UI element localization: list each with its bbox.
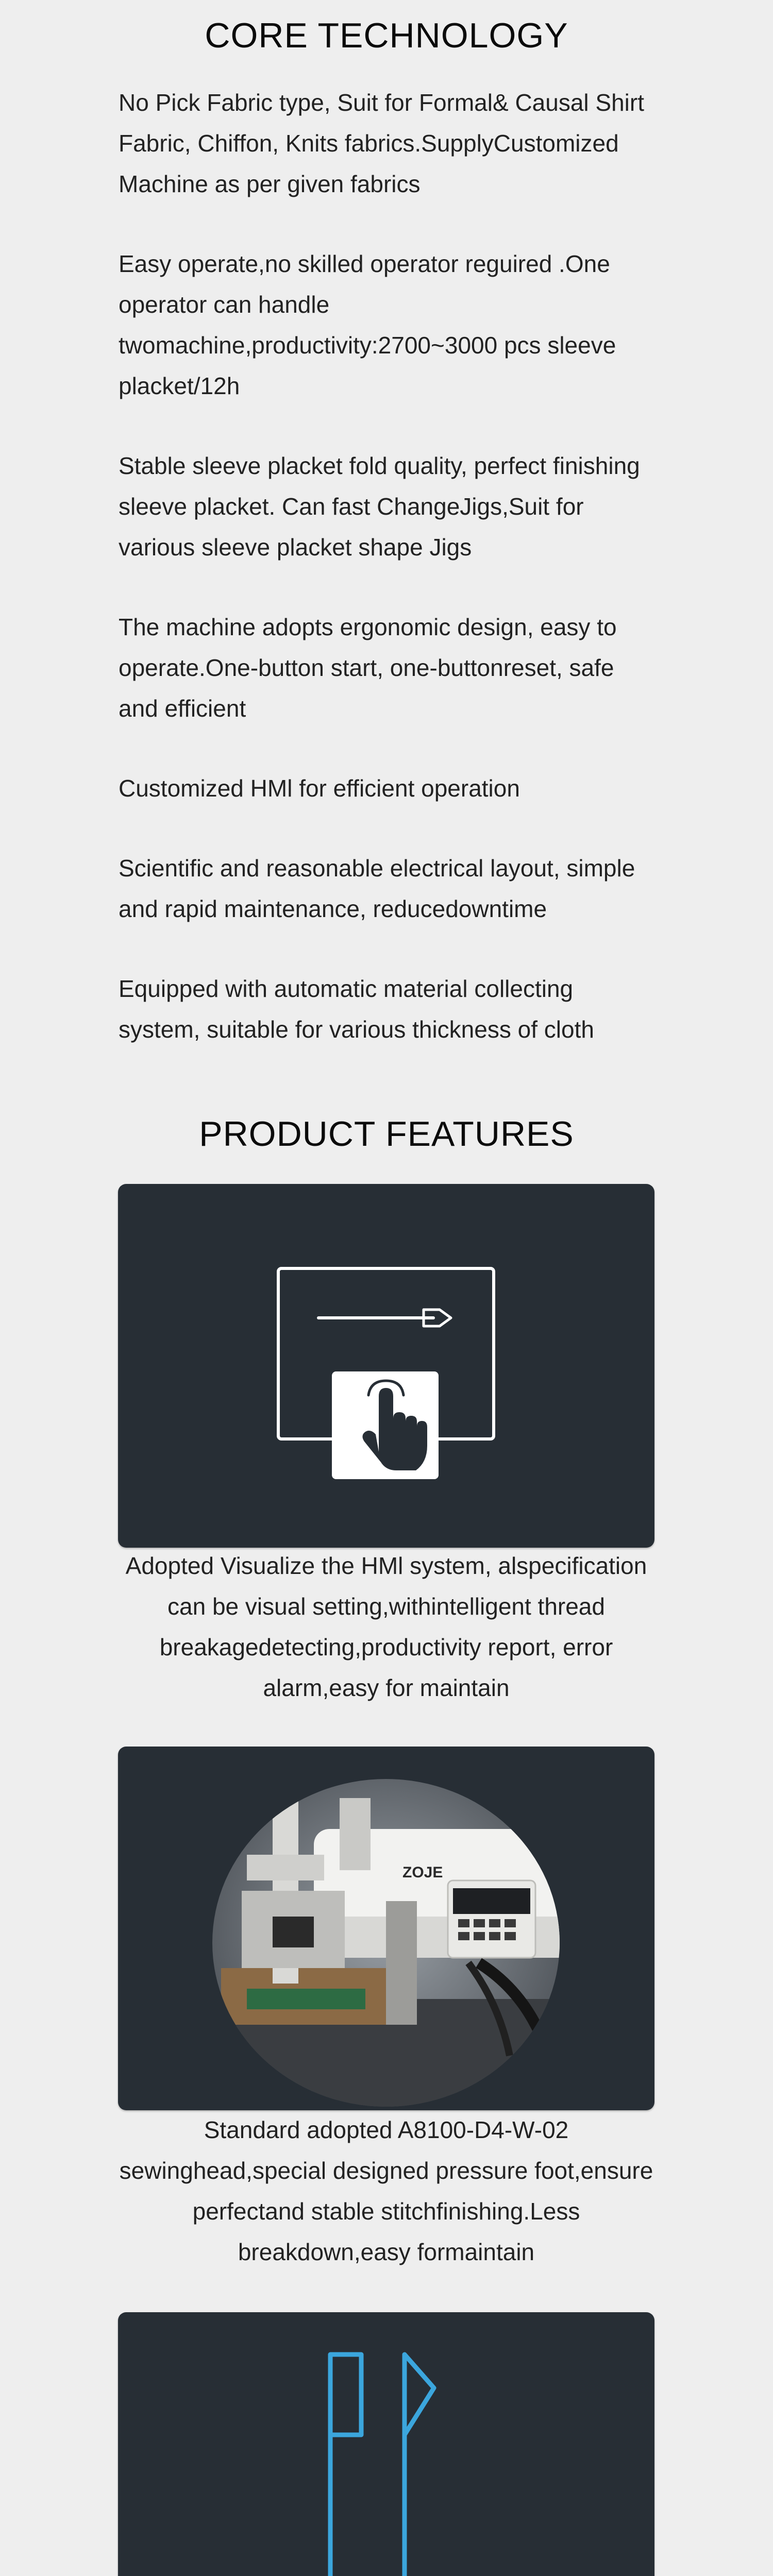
core-item-5: Customized HMl for efficient operation [119, 775, 520, 802]
product-features-title: PRODUCT FEATURES [199, 1114, 574, 1154]
core-item-7: Equipped with automatic material collecting system, suitable for various thickness of cloth [119, 975, 594, 1043]
feature-caption-sewing-head: Standard adopted A8100-D4-W-02 sewinghead,special designed pressure foot,ensure perfectand stable stitchfinishing.Less breakdown,easy formaintain [119, 2116, 653, 2265]
feature-caption-hmi: Adopted Visualize the HMl system, alspecification can be visual setting,withintelligent thread breakagedetecting,productivity report, error alarm,easy for maintain [125, 1552, 647, 1701]
zoje-brand-label: ZOJE [402, 1864, 443, 1881]
feature-card-hmi [118, 1184, 654, 1548]
core-item-3: Stable sleeve placket fold quality, perfect finishing sleeve placket. Can fast ChangeJigs,Suit for various sleeve placket shape Jigs [119, 452, 640, 561]
core-technology-title: CORE TECHNOLOGY [205, 16, 568, 55]
core-item-6: Scientific and reasonable electrical layout, simple and rapid maintenance, reducedowntime [119, 855, 635, 922]
feature-card-sewing-head [118, 1747, 654, 2110]
sleeve-placket-shape-icon [118, 2312, 654, 2576]
sewing-head-photo [118, 1747, 654, 2110]
core-technology-list [119, 82, 654, 1089]
core-item-1: No Pick Fabric type, Suit for Formal& Causal Shirt Fabric, Chiffon, Knits fabrics.SupplyCustomized Machine as per given fabrics [119, 89, 644, 197]
hmi-touch-screen-icon [118, 1184, 654, 1548]
core-item-4: The machine adopts ergonomic design, easy to operate.One-button start, one-buttonreset, safe and efficient [119, 614, 617, 722]
feature-card-placket-shape [118, 2312, 654, 2576]
core-item-2: Easy operate,no skilled operator reguired .One operator can handle twomachine,productivity:2700~3000 pcs sleeve placket/12h [119, 250, 616, 399]
